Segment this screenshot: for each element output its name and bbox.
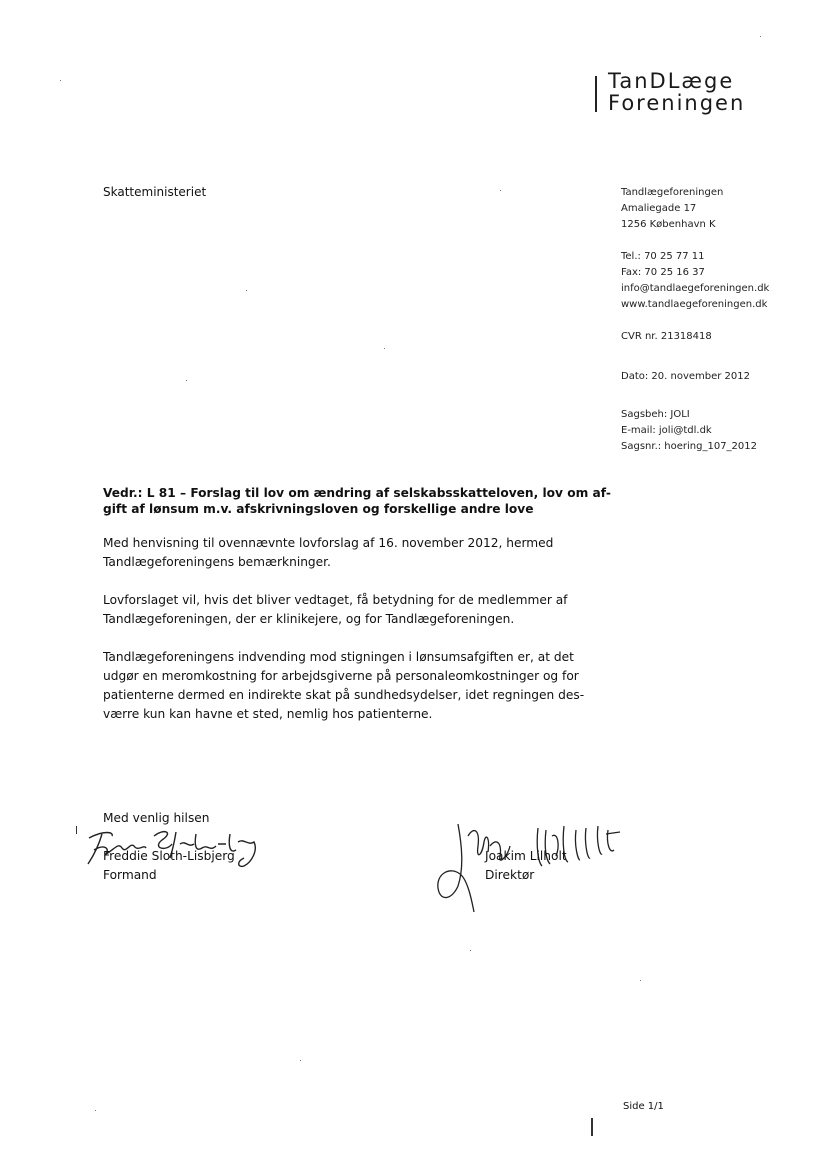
logo-line-1: TanDLæge — [608, 69, 735, 93]
paragraph-3-line: patienterne dermed en indirekte skat på sundhedsydelser, idet regningen des- — [103, 688, 585, 702]
paragraph-3-line: udgør en meromkostning for arbejdsgiverne på personaleomkostninger og for — [103, 669, 579, 683]
paragraph-2-line: Tandlægeforeningen, der er klinikejere, og for Tandlægeforeningen. — [103, 612, 515, 626]
scan-speck — [246, 290, 247, 291]
paragraph-3-line: Tandlægeforeningens indvending mod stigningen i lønsumsafgiften er, at det — [103, 650, 574, 664]
sender-tel: Tel.: 70 25 77 11 — [621, 251, 705, 262]
signatory-2-name: Joakim Lilholt — [485, 849, 567, 863]
sender-web: www.tandlaegeforeningen.dk — [621, 299, 768, 310]
paragraph-3 — [103, 648, 603, 724]
subject-line-2: gift af lønsum m.v. afskrivningsloven og forskellige andre love — [103, 502, 534, 516]
scan-speck — [186, 380, 187, 381]
paragraph-1 — [103, 534, 603, 572]
case-number: Sagsnr.: hoering_107_2012 — [621, 441, 758, 452]
recipient: Skatteministeriet — [103, 185, 207, 199]
scan-speck — [384, 348, 385, 349]
paragraph-1-line: Med henvisning til ovennævnte lovforslag af 16. november 2012, hermed — [103, 536, 554, 550]
closing-phrase: Med venlig hilsen — [103, 811, 210, 825]
subject-line-1: Vedr.: L 81 – Forslag til lov om ændring af selskabsskatteloven, lov om af- — [103, 486, 611, 500]
scan-speck — [300, 1060, 301, 1061]
scan-mark — [76, 826, 77, 834]
signature-2-handwriting — [428, 816, 628, 916]
page-number: Side 1/1 — [623, 1101, 664, 1112]
paragraph-1-line: Tandlægeforeningens bemærkninger. — [103, 555, 331, 569]
signatory-1-name: Freddie Sloth-Lisbjerg — [103, 849, 235, 863]
paragraph-2-line: Lovforslaget vil, hvis det bliver vedtaget, få betydning for de medlemmer af — [103, 593, 568, 607]
letter-date: Dato: 20. november 2012 — [621, 371, 751, 382]
subject-heading — [103, 485, 613, 517]
tandlaegeforeningen-logo — [608, 70, 745, 114]
caseworker-email: E-mail: joli@tdl.dk — [621, 425, 712, 436]
logo-bar — [595, 76, 597, 112]
paragraph-3-line: værre kun kan havne et sted, nemlig hos patienterne. — [103, 707, 433, 721]
scan-speck — [470, 950, 471, 951]
signatory-1-title: Formand — [103, 868, 157, 882]
logo-line-2: Foreningen — [608, 91, 746, 115]
paragraph-2 — [103, 591, 603, 629]
sender-fax: Fax: 70 25 16 37 — [621, 267, 705, 278]
sender-city: 1256 København K — [621, 219, 716, 230]
sender-email: info@tandlaegeforeningen.dk — [621, 283, 770, 294]
sender-org: Tandlægeforeningen — [621, 187, 724, 198]
scan-mark — [591, 1118, 593, 1136]
sender-cvr: CVR nr. 21318418 — [621, 331, 712, 342]
signatory-2-title: Direktør — [485, 868, 535, 882]
scan-speck — [760, 36, 761, 37]
scan-speck — [60, 80, 61, 81]
sender-block — [621, 185, 821, 455]
sender-street: Amaliegade 17 — [621, 203, 697, 214]
scan-speck — [500, 190, 501, 191]
scan-speck — [95, 1110, 96, 1111]
caseworker: Sagsbeh: JOLI — [621, 409, 690, 420]
scan-speck — [640, 980, 641, 981]
